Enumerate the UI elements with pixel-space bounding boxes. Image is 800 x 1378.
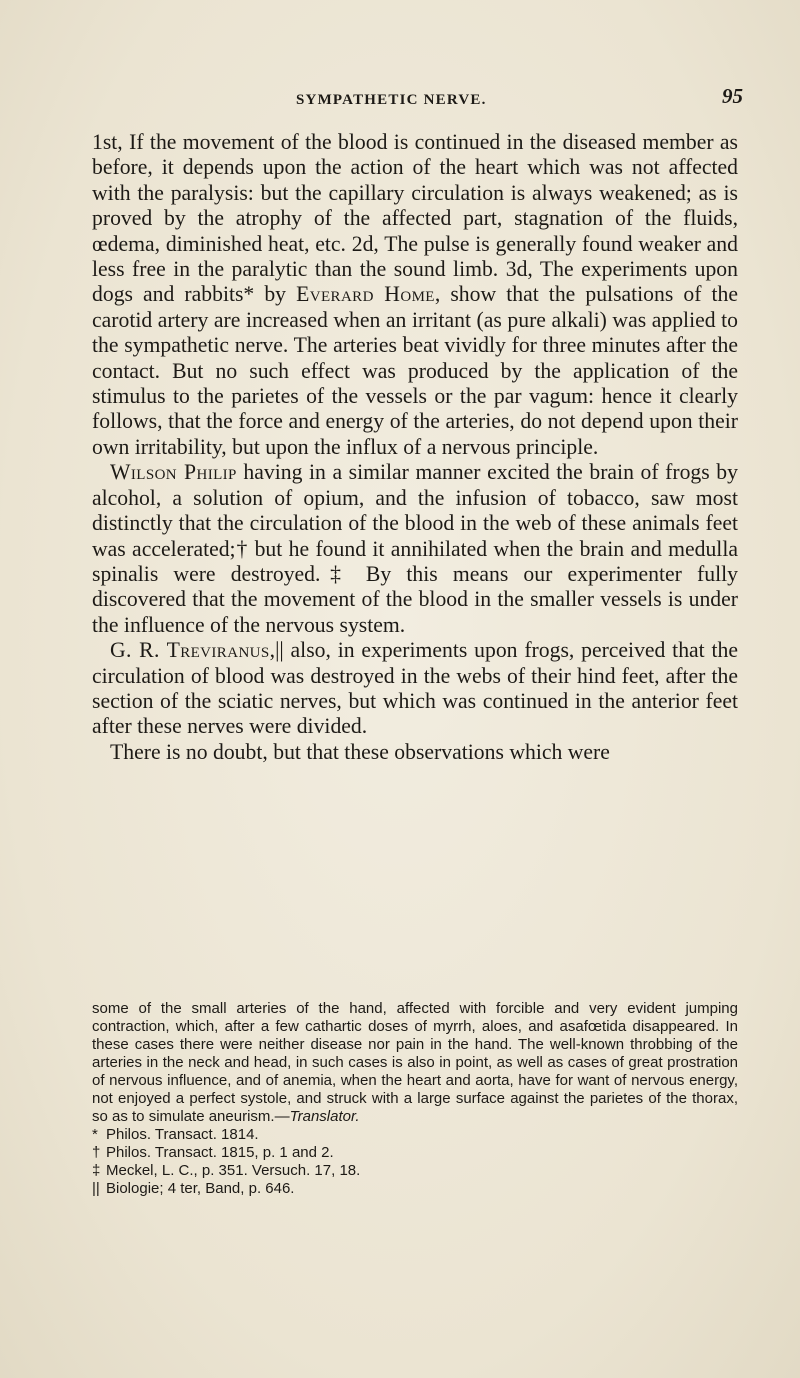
paragraph-1-text-a: 1st, If the movement of the blood is continued in the diseased member as before, it depends upon the action of the heart which was not affected with the paralysis: but the capillary circulation is always weakened; as is proved by the atrophy of the affected part, stagnation of the fluids, œdema, diminished heat, etc. 2d, The pulse is generally found weaker and less free in the paralytic than the sound limb. 3d, The experiments upon dogs and rabbits* by (92, 130, 738, 307)
footnote-ref-3 (92, 1162, 738, 1180)
footnote-ref-1 (92, 1126, 738, 1144)
paragraph-4-text: There is no doubt, but that these observations which were (110, 739, 610, 764)
running-head (0, 84, 800, 114)
footnote-ref-4 (92, 1180, 738, 1198)
author-name-treviranus: G. R. Treviranus (110, 638, 270, 663)
author-name-philip: Wilson Philip (110, 460, 237, 485)
paragraph-1-text-b: , show that the pulsations of the carotid artery are increased when an irritant (as pure alkali) was applied to the sympathetic nerve. The arteries beat vividly for three minutes after the contact. But no such effect was produced by the application of the stimulus to the parietes of the vessels or the par vagum: hence it clearly follows, that the force and energy of the arteries, do not depend upon their own irritability, but upon the influx of a nervous principle. (92, 282, 738, 459)
running-title: SYMPATHETIC NERVE. (296, 92, 487, 108)
footnote-mark: * (92, 1126, 98, 1143)
footnote-continued (92, 1000, 738, 1126)
footnote-ref-2 (92, 1144, 738, 1162)
paragraph-3-text: ,|| also, in experiments upon frogs, perceived that the circulation of blood was destroyed in the webs of their hind feet, after the section of the sciatic nerves, but which was continued in the anterior feet after these nerves were divided. (92, 638, 738, 739)
page-number: 95 (722, 84, 743, 108)
footnote-mark: ‡ (92, 1162, 101, 1179)
footnote-text: Biologie; 4 ter, Band, p. 646. (106, 1180, 295, 1197)
footnote-mark: † (92, 1144, 101, 1161)
paragraph-2-text: having in a similar manner excited the brain of frogs by alcohol, a solution of opium, and the infusion of tobacco, saw most distinctly that the circulation of the blood in the web of these animals feet was accelerated;† but he found it annihilated when the brain and medulla spinalis were destroyed.‡ By this means our experimenter fully discovered that the movement of the blood in the smaller vessels is under the influence of the nervous system. (92, 460, 738, 637)
translator-signature: Translator. (289, 1108, 360, 1125)
author-name-home: Everard Home (296, 282, 435, 307)
paragraph-1 (92, 130, 738, 460)
footnotes (92, 1000, 738, 1198)
footnote-mark: || (92, 1180, 100, 1197)
body-text (92, 130, 738, 765)
footnote-text: Meckel, L. C., p. 351. Versuch. 17, 18. (106, 1162, 361, 1179)
footnote-text: Philos. Transact. 1814. (106, 1126, 259, 1143)
paragraph-4 (92, 740, 738, 765)
footnote-continued-text: some of the small arteries of the hand, affected with forcible and very evident jumping contraction, which, after a few cathartic doses of myrrh, aloes, and asafœtida disappeared. In these cases there were neither disease nor pain in the hand. The well-known throbbing of the arteries in the neck and head, in such cases is also in point, as well as cases of great prostration of nervous influence, and of anemia, when the heart and aorta, have for want of nervous energy, not enjoyed a perfect systole, and struck with a large surface against the parietes of the thorax, so as to simulate aneurism.— (92, 1000, 738, 1125)
paragraph-3 (92, 638, 738, 740)
paragraph-2 (92, 460, 738, 638)
footnote-text: Philos. Transact. 1815, p. 1 and 2. (106, 1144, 334, 1161)
